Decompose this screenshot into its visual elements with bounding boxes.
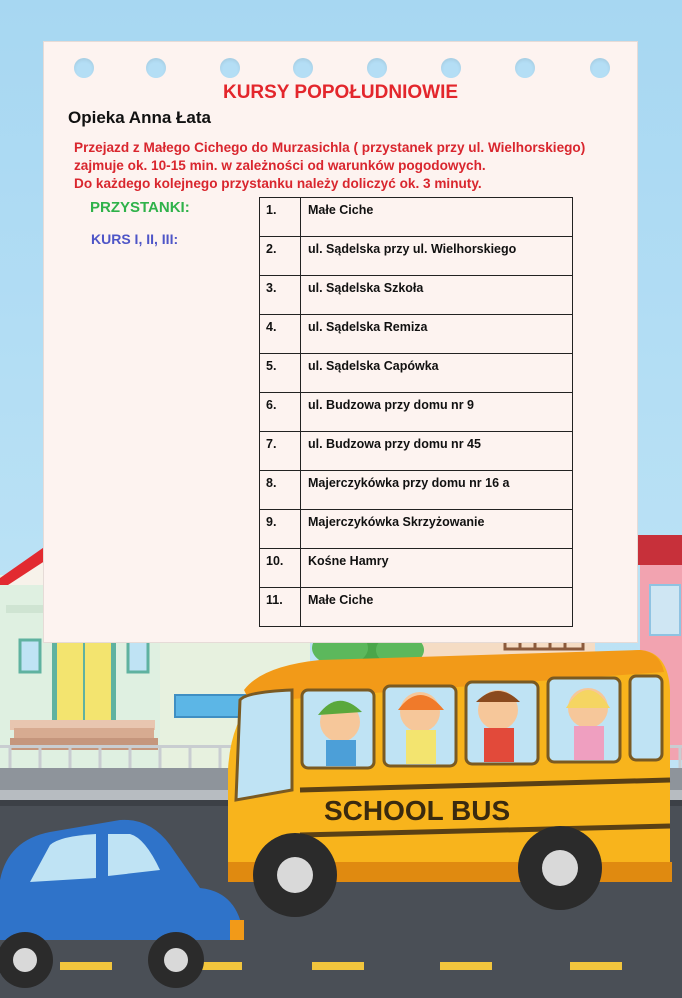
table-row bbox=[260, 393, 573, 432]
table-row bbox=[260, 198, 573, 237]
info-line: Przejazd z Małego Cichego do Murzasichla ( przystanek przy ul. Wielhorskiego) bbox=[74, 140, 586, 155]
info-line: Do każdego kolejnego przystanku należy doliczyć ok. 3 minuty. bbox=[74, 176, 482, 191]
stop-name: ul. Budzowa przy domu nr 9 bbox=[301, 393, 573, 432]
stops-label: PRZYSTANKI: bbox=[90, 199, 190, 216]
stop-name: Małe Ciche bbox=[301, 198, 573, 237]
stop-number: 5. bbox=[260, 354, 301, 393]
stops-table bbox=[259, 197, 573, 627]
table-row bbox=[260, 276, 573, 315]
binder-hole bbox=[74, 58, 94, 78]
binder-hole bbox=[590, 58, 610, 78]
courses-label: KURS I, II, III: bbox=[91, 231, 179, 247]
binder-hole bbox=[146, 58, 166, 78]
binder-hole bbox=[515, 58, 535, 78]
stop-name: ul. Sądelska Szkoła bbox=[301, 276, 573, 315]
stop-number: 3. bbox=[260, 276, 301, 315]
stop-name: Majerczykówka przy domu nr 16 a bbox=[301, 471, 573, 510]
caretaker-name: Opieka Anna Łata bbox=[68, 108, 211, 127]
stop-name: ul. Budzowa przy domu nr 45 bbox=[301, 432, 573, 471]
stop-name: ul. Sądelska przy ul. Wielhorskiego bbox=[301, 237, 573, 276]
bus-label: SCHOOL BUS bbox=[324, 795, 511, 826]
stop-number: 2. bbox=[260, 237, 301, 276]
stop-number: 4. bbox=[260, 315, 301, 354]
stop-number: 1. bbox=[260, 198, 301, 237]
stop-number: 8. bbox=[260, 471, 301, 510]
table-row bbox=[260, 315, 573, 354]
stop-name: ul. Sądelska Remiza bbox=[301, 315, 573, 354]
table-row bbox=[260, 432, 573, 471]
stop-name: Małe Ciche bbox=[301, 588, 573, 627]
stop-name: Kośne Hamry bbox=[301, 549, 573, 588]
page-title: KURSY POPOŁUDNIOWIE bbox=[222, 82, 459, 103]
table-row bbox=[260, 237, 573, 276]
travel-info bbox=[74, 139, 634, 193]
table-row bbox=[260, 471, 573, 510]
info-line: zajmuje ok. 10-15 min. w zależności od warunków pogodowych. bbox=[74, 158, 486, 173]
stop-name: ul. Sądelska Capówka bbox=[301, 354, 573, 393]
stop-number: 6. bbox=[260, 393, 301, 432]
table-row bbox=[260, 549, 573, 588]
stop-name: Majerczykówka Skrzyżowanie bbox=[301, 510, 573, 549]
binder-hole bbox=[441, 58, 461, 78]
binder-hole bbox=[220, 58, 240, 78]
stop-number: 7. bbox=[260, 432, 301, 471]
stop-number: 11. bbox=[260, 588, 301, 627]
table-row bbox=[260, 510, 573, 549]
stop-number: 10. bbox=[260, 549, 301, 588]
table-row bbox=[260, 354, 573, 393]
binder-hole bbox=[367, 58, 387, 78]
stop-number: 9. bbox=[260, 510, 301, 549]
table-row bbox=[260, 588, 573, 627]
binder-hole bbox=[293, 58, 313, 78]
school-bus bbox=[228, 650, 672, 917]
